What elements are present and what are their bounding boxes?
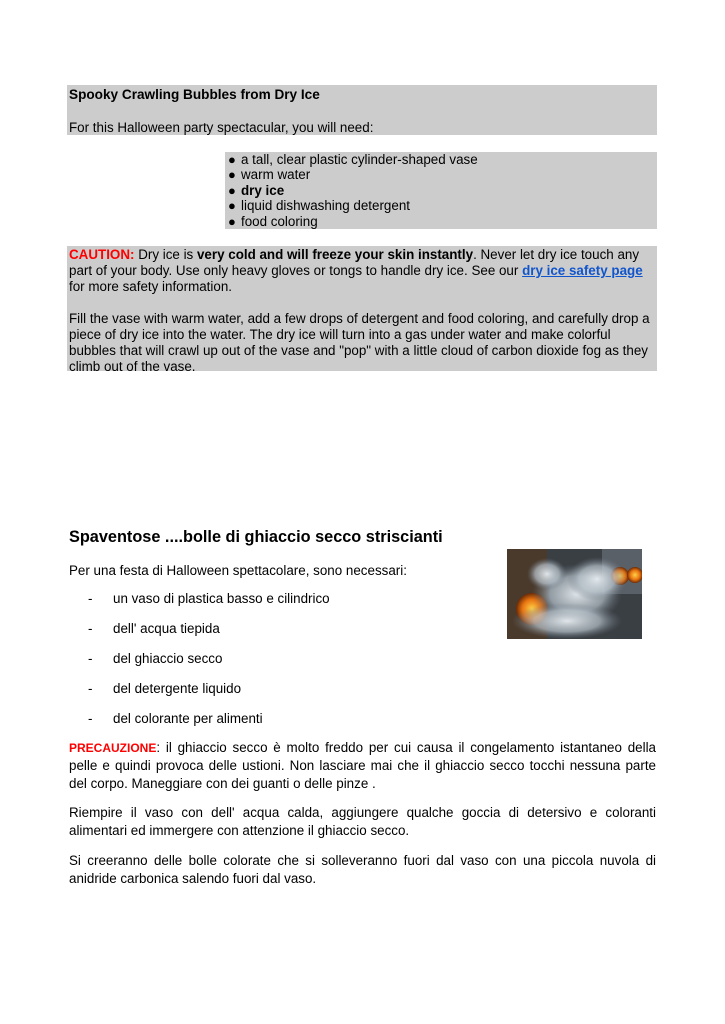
list-item: ● food coloring <box>228 213 318 229</box>
bullet-icon: ● <box>228 152 236 167</box>
english-supply-list <box>226 152 478 229</box>
dry-ice-safety-link[interactable]: dry ice safety page <box>522 263 643 278</box>
italian-intro: Per una festa di Halloween spettacolare, sono necessari: <box>69 563 407 578</box>
list-item: - del ghiaccio secco <box>88 651 223 666</box>
italian-caution: PRECAUZIONE: il ghiaccio secco è molto freddo per cui causa il congelamento istantaneo della pelle e quindi provoca delle ustioni. Non lasciare mai che il ghiaccio secco tocchi nessuna parte del corpo. Maneggiare con dei guanti o delle pinze . <box>69 740 656 791</box>
list-item: ● warm water <box>228 167 311 183</box>
italian-paragraph: Riempire il vaso con dell' acqua calda, aggiungere qualche goccia di detersivo e coloranti alimentari ed immergere con attenzione il ghiaccio secco. <box>69 805 656 838</box>
english-title: Spooky Crawling Bubbles from Dry Ice <box>69 87 320 102</box>
bullet-icon: ● <box>228 167 236 183</box>
caution-label: CAUTION: <box>69 247 135 262</box>
list-item: - dell' acqua tiepida <box>88 621 220 636</box>
list-item: ● dry ice <box>228 182 285 198</box>
bullet-icon: ● <box>228 182 236 198</box>
list-item: - del colorante per alimenti <box>88 711 263 726</box>
italian-paragraph: Si creeranno delle bolle colorate che si solleveranno fuori dal vaso con una piccola nuvola di anidride carbonica salendo fuori dal vaso. <box>69 853 656 886</box>
caution-label: PRECAUZIONE <box>69 741 157 755</box>
bullet-icon: ● <box>228 213 236 229</box>
dry-ice-pumpkin-photo <box>507 549 642 639</box>
bullet-icon: ● <box>228 198 236 214</box>
list-item: - del detergente liquido <box>88 681 242 696</box>
photo-illustration <box>507 549 642 639</box>
list-item: ● a tall, clear plastic cylinder-shaped vase <box>228 152 478 167</box>
english-instructions: Fill the vase with warm water, add a few drops of detergent and food coloring, and carefully drop a piece of dry ice into the water. The dry ice will turn into a gas under water and make colorful bubbles that will crawl up out of the vase and "pop" with a little cloud of carbon dioxide fog as they climb out of the vase. <box>69 311 650 374</box>
list-item: ● liquid dishwashing detergent <box>228 198 410 214</box>
italian-supply-list <box>88 591 330 741</box>
english-caution: CAUTION: Dry ice is very cold and will freeze your skin instantly. Never let dry ice touch any part of your body. Use only heavy gloves or tongs to handle dry ice. See our dry ice safety page for more safety information. <box>69 247 643 294</box>
english-intro: For this Halloween party spectacular, you will need: <box>69 120 374 135</box>
italian-title: Spaventose ....bolle di ghiaccio secco striscianti <box>69 528 443 546</box>
list-item: - un vaso di plastica basso e cilindrico <box>88 591 330 606</box>
